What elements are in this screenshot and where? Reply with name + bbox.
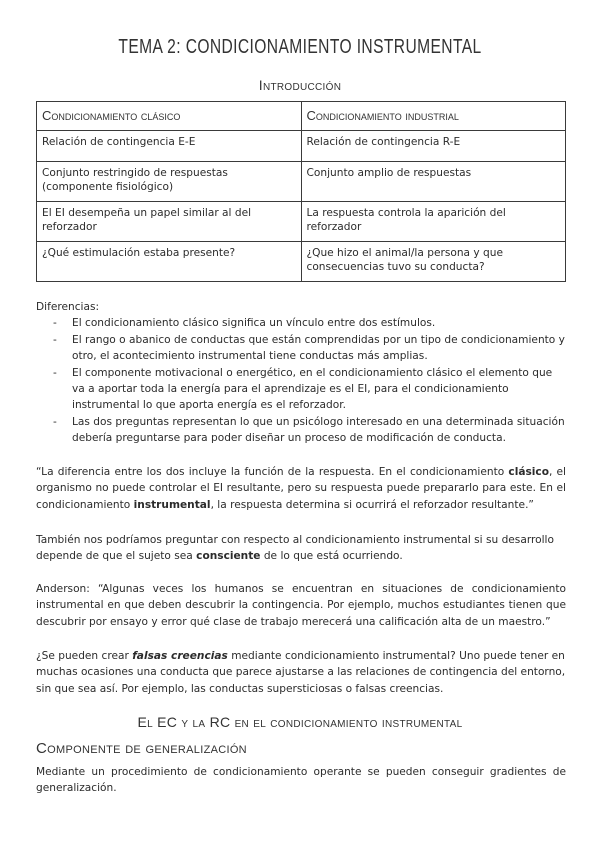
bullet-dash: - [53,415,57,428]
list-item [36,315,566,331]
text-run: mediante condicionamiento instrumental? Uno puede tener en muchas ocasiones una conducta que parece ajustarse a las relaciones de contingencia del entorno, sin que sea así. Por ejemplo, las conductas supersticiosas o falsas creencias. [36,650,566,695]
list-item [36,365,566,414]
section-heading-ec-rc: El EC y la RC en el condicionamiento instrumental [137,714,463,730]
text-run: , el organismo no puede controlar el EI resultante, pero su respuesta puede prepararlo para este. En el condicionamiento [36,466,567,511]
table-cell: La respuesta controla la aparición del reforzador [301,202,566,242]
table-row [37,202,566,242]
bullet-dash: - [53,317,57,330]
table-cell: Conjunto amplio de respuestas [301,162,566,202]
differences-block [36,299,566,447]
paragraph-generalizacion: Mediante un procedimiento de condicionamiento operante se pueden conseguir gradientes de generalización. [36,766,566,795]
table-cell: ¿Qué estimulación estaba presente? [37,242,302,282]
paragraph-falsas-creencias [36,648,566,697]
comparison-table [36,101,566,282]
bold-italic-text: falsas creencias [132,650,228,662]
table-row [37,242,566,282]
table-header-clasico: Condicionamiento clásico [37,102,302,131]
list-item-text: El rango o abanico de conductas que están comprendidas por un tipo de condicionamiento y otro, el acontecimiento instrumental tiene conductas más amplias. [72,333,565,363]
section-heading-introduccion: Introducción [258,77,342,93]
page-title: TEMA 2: CONDICIONAMIENTO INSTRUMENTAL [118,36,482,58]
table-header-row [37,102,566,131]
list-item-text: El componente motivacional o energético, en el condicionamiento clásico el elemento que va a aportar toda la energía para el aprendizaje es el EI, para el condicionamiento instrumental lo que aporta energía es el reforzador. [72,366,553,412]
table-cell: El EI desempeña un papel similar al del reforzador [37,202,302,242]
list-item [36,332,566,365]
paragraph-anderson: Anderson: “Algunas veces los humanos se encuentran en situaciones de condicionamiento instrumental en que deben descubrir la contingencia. Por ejemplo, muchos estudiantes tienen que descubrir por ensayo y error qué clase de trabajo merecerá una calificación alta de un maestro.” [36,583,566,628]
text-run: ¿Se pueden crear [36,650,133,662]
table-row [37,162,566,202]
table-cell: Relación de contingencia R-E [301,131,566,162]
text-run: También nos podríamos preguntar con respecto al condicionamiento instrumental si su desarrollo depende de que el sujeto sea [36,534,554,563]
text-run: , la respuesta determina si ocurrirá el reforzador resultante.” [210,498,534,511]
table-cell: Conjunto restringido de respuestas (componente fisiológico) [37,162,302,202]
paragraph-quote-difference [36,464,566,513]
list-item-text: Las dos preguntas representan lo que un psicólogo interesado en una determinada situación debería preguntarse para poder diseñar un proceso de modificación de conducta. [72,415,565,445]
table-cell: Relación de contingencia E-E [37,131,302,162]
table-row [37,131,566,162]
text-run: “La diferencia entre los dos incluye la función de la respuesta. En el condicionamiento [36,466,509,478]
table-header-industrial: Condicionamiento industrial [301,102,566,131]
subheading-generalizacion: Componente de generalización [36,740,247,757]
differences-list [36,315,566,446]
bullet-dash: - [53,366,57,379]
text-run: de lo que está ocurriendo. [260,550,403,563]
paragraph-consciente [36,532,566,565]
list-item [36,414,566,447]
bold-text: consciente [196,550,261,563]
bold-text: instrumental [133,498,211,511]
list-item-text: El condicionamiento clásico significa un vínculo entre dos estímulos. [72,317,436,330]
bullet-dash: - [53,333,57,346]
differences-label: Diferencias: [36,301,100,313]
bold-text: clásico [508,466,549,478]
table-cell: ¿Que hizo el animal/la persona y que consecuencias tuvo su conducta? [301,242,566,282]
